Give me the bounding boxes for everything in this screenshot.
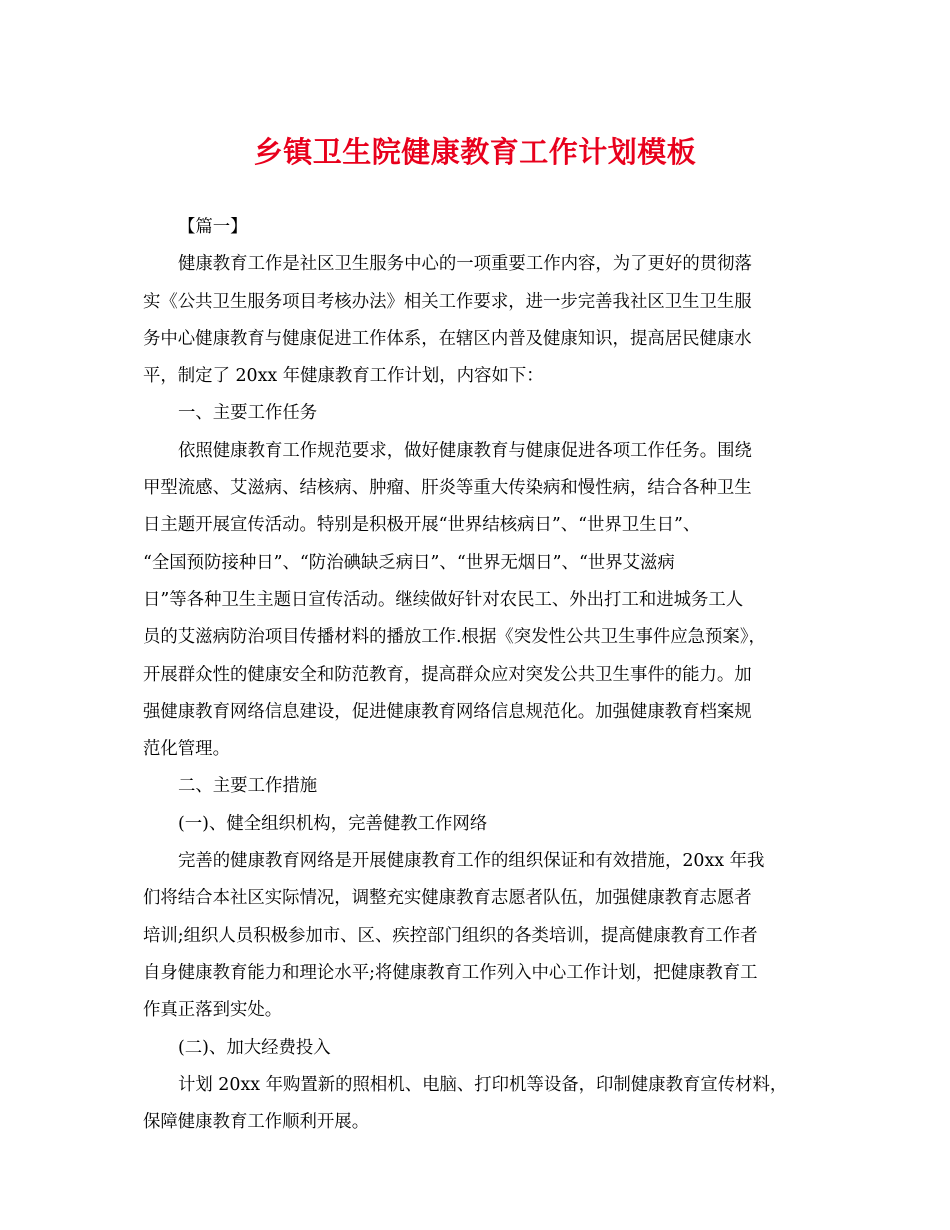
paragraph-line: 员的艾滋病防治项目传播材料的播放工作.根据《突发性公共卫生事件应急预案》， <box>143 627 766 648</box>
section-heading-main-tasks: 一、主要工作任务 <box>178 403 318 424</box>
paragraph-line: 甲型流感、艾滋病、结核病、肿瘤、肝炎等重大传染病和慢性病，结合各种卫生 <box>143 478 752 499</box>
paragraph-line: 培训;组织人员积极参加市、区、疾控部门组织的各类培训，提高健康教育工作者 <box>143 925 758 946</box>
paragraph-line: 范化管理。 <box>143 739 230 760</box>
section-label-part-one: 【篇一】 <box>178 217 248 237</box>
subsection-heading-organization: (一)、健全组织机构，完善健教工作网络 <box>178 813 488 834</box>
paragraph-line: 日”等各种卫生主题日宣传活动。继续做好针对农民工、外出打工和进城务工人 <box>143 589 744 610</box>
section-heading-main-measures: 二、主要工作措施 <box>178 776 318 797</box>
paragraph-line: 平，制定了 20xx 年健康教育工作计划，内容如下： <box>143 366 544 387</box>
paragraph-line: 实《公共卫生服务项目考核办法》相关工作要求，进一步完善我社区卫生卫生服 <box>143 291 752 312</box>
paragraph-line: 作真正落到实处。 <box>143 1000 283 1021</box>
paragraph-line: “全国预防接种日”、“防治碘缺乏病日”、“世界无烟日”、“世界艾滋病 <box>143 552 675 573</box>
paragraph-line: 自身健康教育能力和理论水平;将健康教育工作列入中心工作计划，把健康教育工 <box>143 962 758 983</box>
paragraph-line: 计划 20xx 年购置新的照相机、电脑、打印机等设备，印制健康教育宣传材料， <box>178 1074 788 1095</box>
paragraph-line: 依照健康教育工作规范要求，做好健康教育与健康促进各项工作任务。围绕 <box>178 440 752 461</box>
paragraph-line: 开展群众性的健康安全和防范教育，提高群众应对突发公共卫生事件的能力。加 <box>143 664 752 685</box>
paragraph-line: 健康教育工作是社区卫生服务中心的一项重要工作内容，为了更好的贯彻落 <box>178 254 752 275</box>
paragraph-line: 完善的健康教育网络是开展健康教育工作的组织保证和有效措施，20xx 年我 <box>178 851 765 872</box>
document-body <box>143 209 813 1141</box>
subsection-heading-funding: (二)、加大经费投入 <box>178 1037 331 1058</box>
document-title: 乡镇卫生院健康教育工作计划模板 <box>253 135 697 169</box>
paragraph-line: 日主题开展宣传活动。特别是积极开展“世界结核病日”、“世界卫生日”、 <box>143 515 701 536</box>
paragraph-line: 保障健康教育工作顺利开展。 <box>143 1112 370 1133</box>
paragraph-line: 们将结合本社区实际情况，调整充实健康教育志愿者队伍，加强健康教育志愿者 <box>143 888 752 909</box>
paragraph-line: 强健康教育网络信息建设，促进健康教育网络信息规范化。加强健康教育档案规 <box>143 701 752 722</box>
paragraph-line: 务中心健康教育与健康促进工作体系，在辖区内普及健康知识，提高居民健康水 <box>143 328 752 349</box>
